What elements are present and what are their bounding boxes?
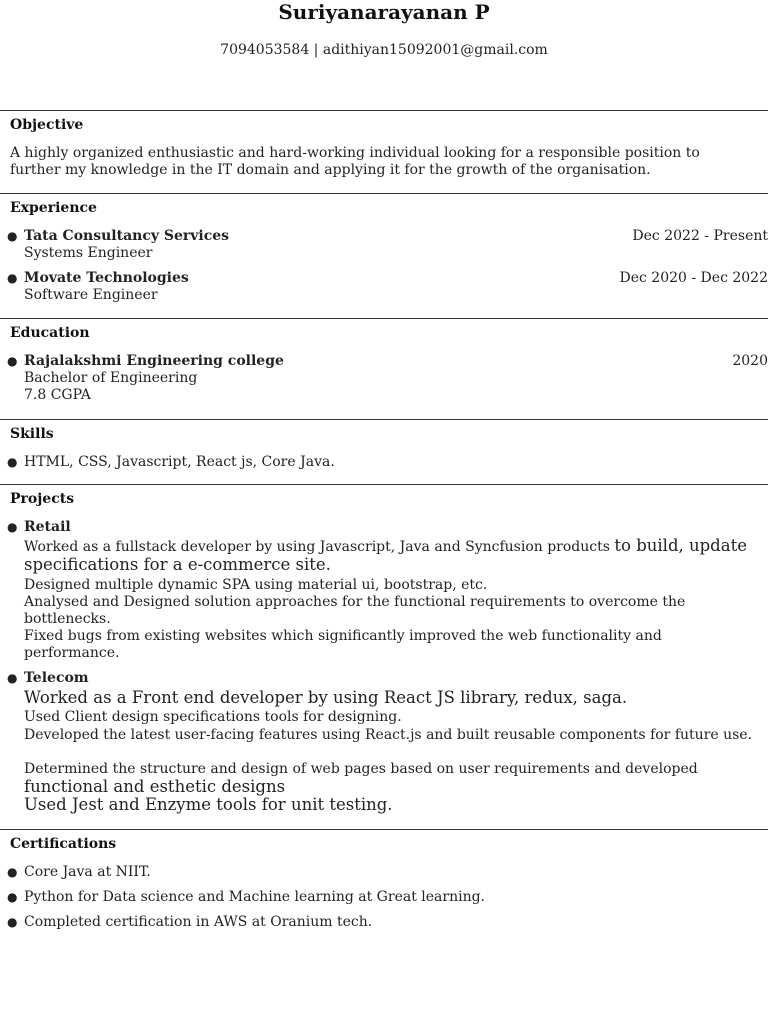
project-detail-text: Determined the structure and design of web pages based on user requirements and developed: [24, 761, 698, 777]
objective-text: A highly organized enthusiastic and hard-working individual looking for a responsible position to further my knowledge in the IT domain and applying it for the growth of the organisation.: [10, 145, 700, 178]
section-title-education: Education: [10, 325, 90, 341]
skills-list: HTML, CSS, Javascript, React js, Core Java.: [24, 454, 335, 470]
project-detail: Used Jest and Enzyme tools for unit testing.: [24, 795, 393, 814]
skills-section: [0, 419, 768, 484]
degree: Bachelor of Engineering: [24, 370, 198, 386]
company-name: Tata Consultancy Services: [24, 228, 230, 244]
school-name: Rajalakshmi Engineering college: [24, 353, 284, 369]
bullet-icon: ●: [7, 520, 18, 534]
section-title-experience: Experience: [10, 200, 97, 216]
certification-text: Core Java at NIIT.: [24, 864, 151, 880]
grade: 7.8 CGPA: [24, 387, 91, 403]
project-name: Telecom: [24, 670, 89, 686]
bullet-icon: ●: [7, 890, 18, 904]
job-role: Software Engineer: [24, 287, 158, 303]
project-detail: Used Client design specifications tools for designing.: [24, 709, 402, 725]
employment-dates: Dec 2022 - Present: [632, 228, 768, 244]
contact-info: 7094053584 | adithiyan15092001@gmail.com: [220, 42, 548, 58]
certifications-section: [0, 829, 768, 949]
bullet-icon: ●: [7, 229, 18, 243]
job-role: Systems Engineer: [24, 245, 153, 261]
project-detail-text: functional and esthetic designs: [24, 777, 286, 796]
project-description-text: Worked as a fullstack developer by using Javascript, Java and Syncfusion products: [24, 539, 615, 555]
bullet-icon: ●: [7, 671, 18, 685]
projects-section: [0, 484, 768, 829]
section-title-certifications: Certifications: [10, 836, 117, 852]
section-title-projects: Projects: [10, 491, 75, 507]
project-detail: Fixed bugs from existing websites which significantly improved the web functionality and performance.: [24, 628, 662, 661]
project-detail: Analysed and Designed solution approaches for the functional requirements to overcome the bottlenecks.: [24, 594, 686, 627]
section-title-objective: Objective: [10, 117, 84, 133]
certification-text: Python for Data science and Machine learning at Great learning.: [24, 889, 485, 905]
project-name: Retail: [24, 519, 71, 535]
candidate-name: Suriyanarayanan P: [278, 0, 490, 24]
education-section: [0, 318, 768, 419]
employment-dates: Dec 2020 - Dec 2022: [619, 270, 768, 286]
project-detail: Developed the latest user-facing features using React.js and built reusable components for future use.: [24, 727, 753, 743]
project-description: [24, 537, 754, 575]
bullet-icon: ●: [7, 915, 18, 929]
project-description: Worked as a Front end developer by using React JS library, redux, saga.: [24, 688, 628, 707]
company-name: Movate Technologies: [24, 270, 189, 286]
section-title-skills: Skills: [10, 426, 54, 442]
project-detail: [24, 761, 754, 797]
bullet-icon: ●: [7, 865, 18, 879]
experience-section: [0, 193, 768, 318]
objective-section: [0, 110, 768, 193]
graduation-year: 2020: [732, 353, 768, 369]
bullet-icon: ●: [7, 455, 18, 469]
project-detail: Designed multiple dynamic SPA using material ui, bootstrap, etc.: [24, 577, 488, 593]
bullet-icon: ●: [7, 354, 18, 368]
bullet-icon: ●: [7, 271, 18, 285]
certification-text: Completed certification in AWS at Oranium tech.: [24, 914, 373, 930]
project-description-text: to build, update specifications for a e-commerce site.: [24, 536, 747, 574]
